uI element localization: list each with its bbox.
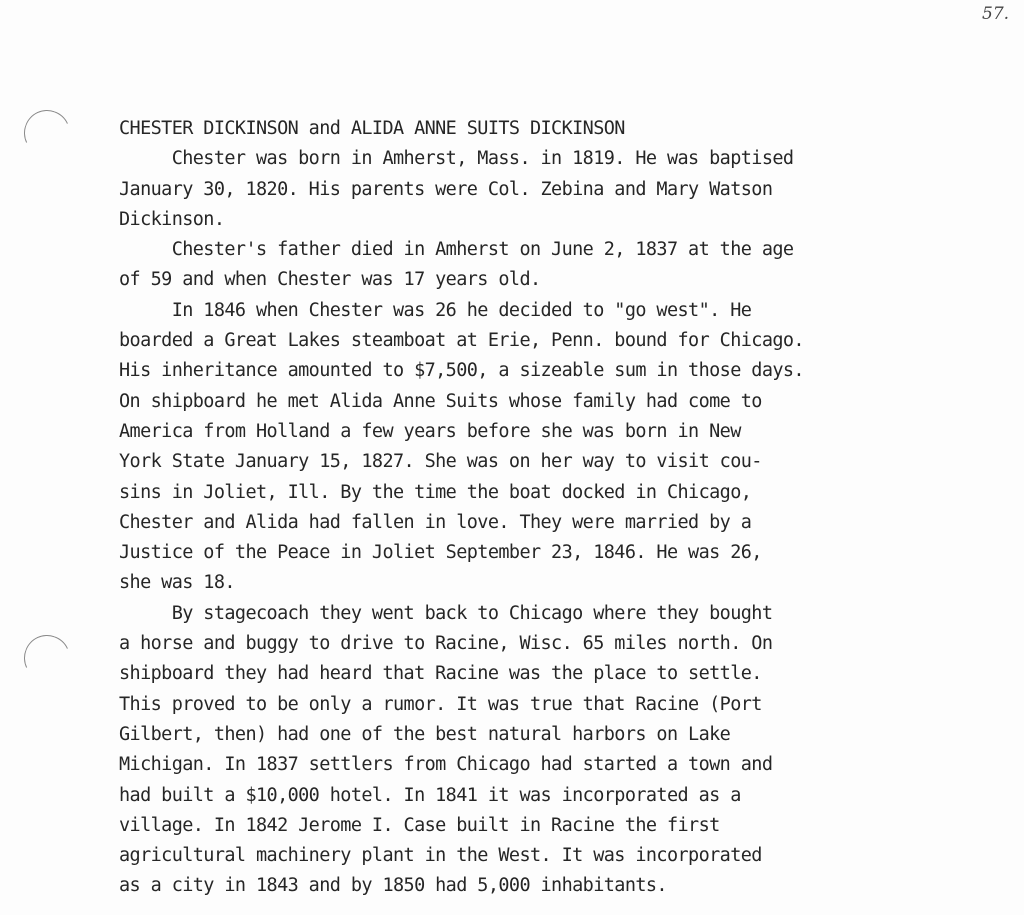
punch-hole-mark	[18, 104, 77, 163]
text-line: shipboard they had heard that Racine was the place to settle.	[119, 663, 762, 685]
punch-hole-mark	[18, 629, 77, 688]
text-line: On shipboard he met Alida Anne Suits whose family had come to	[119, 390, 762, 412]
text-line: Justice of the Peace in Joliet September 23, 1846. He was 26,	[119, 542, 762, 564]
page-number: 57.	[982, 4, 1010, 24]
text-line: a horse and buggy to drive to Racine, Wisc. 65 miles north. On	[119, 633, 773, 655]
text-line: Chester and Alida had fallen in love. They were married by a	[119, 511, 752, 533]
text-line: His inheritance amounted to $7,500, a sizeable sum in those days.	[119, 360, 804, 382]
text-line: In 1846 when Chester was 26 he decided to "go west". He	[119, 299, 752, 321]
text-line: Michigan. In 1837 settlers from Chicago had started a town and	[119, 754, 773, 776]
body-text	[119, 114, 979, 902]
document-title: CHESTER DICKINSON and ALIDA ANNE SUITS DICKINSON	[119, 118, 625, 139]
text-line: America from Holland a few years before she was born in New	[119, 420, 741, 442]
text-line: village. In 1842 Jerome I. Case built in Racine the first	[119, 814, 720, 836]
text-line: agricultural machinery plant in the West. It was incorporated	[119, 845, 762, 867]
text-line: January 30, 1820. His parents were Col. Zebina and Mary Watson	[119, 178, 773, 200]
text-line: as a city in 1843 and by 1850 had 5,000 inhabitants.	[119, 875, 667, 897]
text-line: boarded a Great Lakes steamboat at Erie, Penn. bound for Chicago.	[119, 330, 804, 352]
text-line: had built a $10,000 hotel. In 1841 it was incorporated as a	[119, 784, 741, 806]
text-line: sins in Joliet, Ill. By the time the boat docked in Chicago,	[119, 481, 752, 503]
text-line: Chester's father died in Amherst on June 2, 1837 at the age	[119, 239, 794, 261]
text-line: This proved to be only a rumor. It was true that Racine (Port	[119, 693, 762, 715]
text-line: By stagecoach they went back to Chicago where they bought	[119, 602, 773, 624]
text-line: of 59 and when Chester was 17 years old.	[119, 269, 541, 291]
text-line: Gilbert, then) had one of the best natural harbors on Lake	[119, 723, 731, 745]
text-line: Chester was born in Amherst, Mass. in 1819. He was baptised	[119, 148, 794, 170]
text-line: Dickinson.	[119, 208, 225, 230]
text-line: York State January 15, 1827. She was on her way to visit cou-	[119, 451, 762, 473]
text-line: she was 18.	[119, 572, 235, 594]
